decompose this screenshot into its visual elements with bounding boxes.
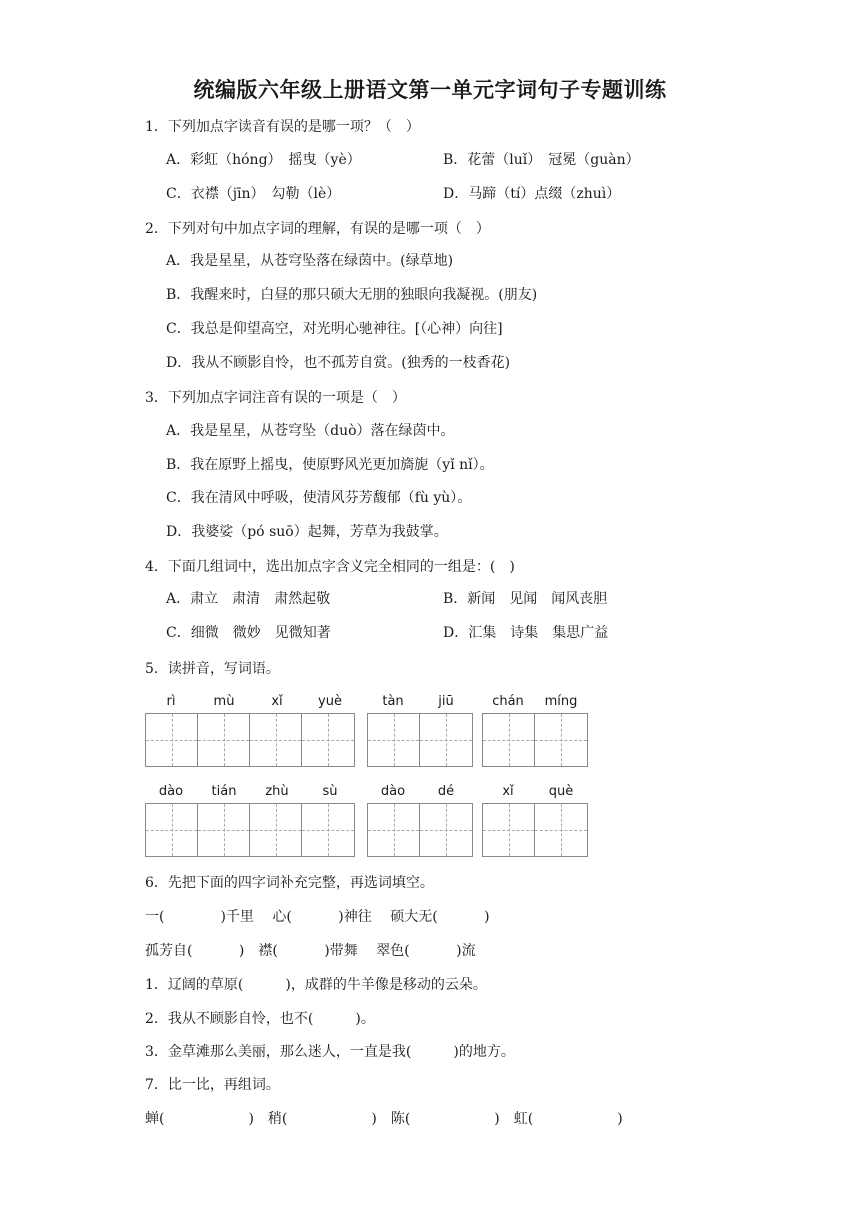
pinyin-label: chán	[492, 694, 524, 709]
q1-option-b: B．花蕾（luǐ） 冠冕（guàn）	[443, 152, 640, 168]
q4-option-a: A．肃立 肃清 肃然起敬	[166, 591, 331, 607]
q3-option-c: C．我在清风中呼吸，使清风芬芳馥郁（fù yù）。	[166, 490, 472, 506]
writing-cell[interactable]	[420, 804, 472, 856]
writing-grid-5[interactable]	[367, 803, 473, 857]
question-7-stem: 7．比一比，再组词。	[145, 1077, 280, 1093]
pinyin-label: míng	[544, 694, 578, 709]
q4-option-b: B．新闻 见闻 闻风丧胆	[443, 591, 608, 607]
q2-option-c: C．我总是仰望高空，对光明心驰神往。[（心神）向往]	[166, 321, 503, 337]
pinyin-label: yuè	[318, 694, 342, 709]
writing-grid-6[interactable]	[482, 803, 588, 857]
q6-sentence-2: 2．我从不顾影自怜，也不( )。	[145, 1011, 375, 1027]
writing-grid-1[interactable]	[145, 713, 355, 767]
writing-cell[interactable]	[146, 714, 198, 766]
pinyin-label: sù	[322, 784, 338, 799]
writing-cell[interactable]	[483, 804, 535, 856]
pinyin-label: jiū	[438, 694, 454, 709]
q4-option-c: C．细微 微妙 见微知著	[166, 625, 331, 641]
q3-option-b: B．我在原野上摇曳，使原野风光更加旖旎（yǐ nǐ）。	[166, 457, 494, 473]
pinyin-label: rì	[166, 694, 176, 709]
q3-option-d: D．我婆娑（pó suō）起舞，芳草为我鼓掌。	[166, 524, 448, 540]
pinyin-label: què	[548, 784, 574, 799]
question-2-stem: 2．下列对句中加点字词的理解，有误的是哪一项（ ）	[145, 221, 490, 237]
writing-cell[interactable]	[198, 804, 250, 856]
pinyin-label: xǐ	[271, 694, 283, 709]
q2-option-b: B．我醒来时，白昼的那只硕大无朋的独眼向我凝视。(朋友)	[166, 287, 538, 303]
question-4-stem: 4．下面几组词中，选出加点字含义完全相同的一组是：( )	[145, 559, 515, 575]
q6-sentence-1: 1．辽阔的草原( )，成群的牛羊像是移动的云朵。	[145, 977, 487, 993]
q6-idiom-line-1: 一( )千里 心( )神往 硕大无( )	[145, 909, 490, 925]
pinyin-label: dé	[437, 784, 455, 799]
pinyin-label: xǐ	[502, 784, 514, 799]
writing-grid-4[interactable]	[145, 803, 355, 857]
writing-cell[interactable]	[198, 714, 250, 766]
writing-cell[interactable]	[535, 714, 587, 766]
q6-sentence-3: 3．金草滩那么美丽，那么迷人，一直是我( )的地方。	[145, 1044, 515, 1060]
writing-cell[interactable]	[250, 804, 302, 856]
writing-cell[interactable]	[250, 714, 302, 766]
writing-cell[interactable]	[483, 714, 535, 766]
writing-cell[interactable]	[302, 714, 354, 766]
pinyin-label: tàn	[382, 694, 404, 709]
q3-option-a: A．我是星星，从苍穹坠（duò）落在绿茵中。	[166, 423, 455, 439]
question-3-stem: 3．下列加点字词注音有误的一项是（ ）	[145, 390, 406, 406]
writing-grid-2[interactable]	[367, 713, 473, 767]
pinyin-label: dào	[380, 784, 406, 799]
question-5-stem: 5．读拼音，写词语。	[145, 661, 280, 677]
writing-cell[interactable]	[368, 804, 420, 856]
q2-option-d: D．我从不顾影自怜，也不孤芳自赏。(独秀的一枝香花)	[166, 355, 511, 371]
q7-compare-line: 蝉( ) 稍( ) 陈( ) 虹( )	[145, 1111, 623, 1127]
q6-idiom-line-2: 孤芳自( ) 襟( )带舞 翠色( )流	[145, 943, 476, 959]
pinyin-label: mù	[213, 694, 235, 709]
q2-option-a: A．我是星星，从苍穹坠落在绿茵中。(绿草地)	[166, 253, 454, 269]
writing-cell[interactable]	[146, 804, 198, 856]
writing-grid-3[interactable]	[482, 713, 588, 767]
pinyin-label: tián	[211, 784, 237, 799]
pinyin-label: zhù	[265, 784, 289, 799]
q4-option-d: D．汇集 诗集 集思广益	[443, 625, 609, 641]
q1-option-a: A．彩虹（hóng） 摇曳（yè）	[166, 152, 361, 168]
q1-option-c: C．衣襟（jīn） 勾勒（lè）	[166, 186, 341, 202]
question-6-stem: 6．先把下面的四字词补充完整，再选词填空。	[145, 875, 434, 891]
writing-cell[interactable]	[368, 714, 420, 766]
question-1-stem: 1．下列加点字读音有误的是哪一项？（ ）	[145, 119, 420, 135]
page-title: 统编版六年级上册语文第一单元字词句子专题训练	[193, 78, 667, 102]
writing-cell[interactable]	[535, 804, 587, 856]
writing-cell[interactable]	[302, 804, 354, 856]
q1-option-d: D．马蹄（tí）点缀（zhuì）	[443, 186, 621, 202]
pinyin-label: dào	[158, 784, 184, 799]
writing-cell[interactable]	[420, 714, 472, 766]
